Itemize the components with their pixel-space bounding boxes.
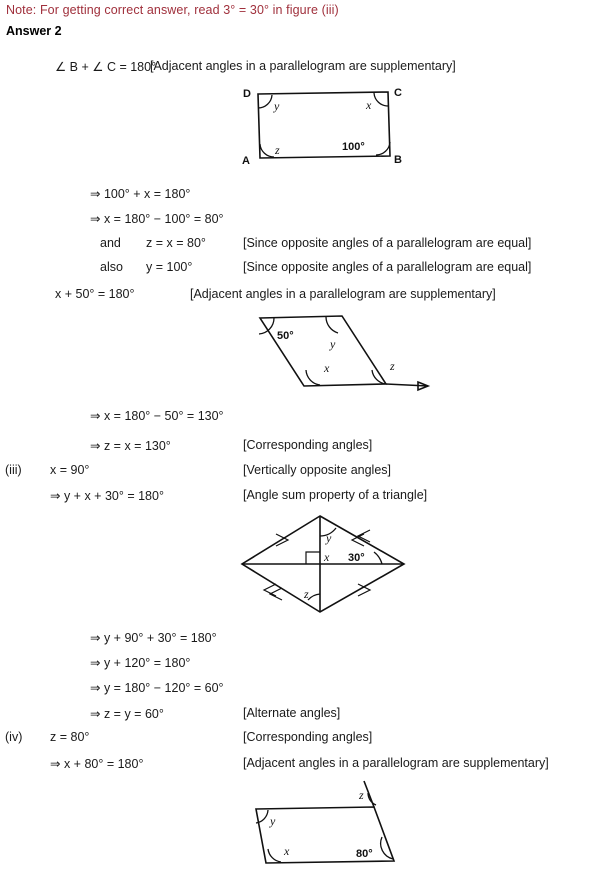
angle-label-x: x	[284, 844, 290, 858]
step-line: y = 100°	[146, 260, 193, 274]
step-line: ⇒ z = x = 130°	[90, 439, 171, 453]
step-bracket: [Corresponding angles]	[243, 438, 373, 452]
vertex-label-b: B	[394, 154, 402, 166]
angle-label-z: z	[304, 587, 309, 601]
step-line: x = 90°	[50, 463, 90, 477]
angle-label-z: z	[275, 143, 280, 157]
step-line: ⇒ 100° + x = 180°	[90, 187, 191, 201]
angle-label-y: y	[274, 99, 280, 113]
step-line: ⇒ x + 80° = 180°	[50, 757, 144, 771]
step-bracket: [Since opposite angles of a parallelogram are equal]	[243, 236, 532, 250]
correction-note: Note: For getting correct answer, read 3° = 30° in figure (iii)	[6, 3, 339, 17]
angle-label-y: y	[270, 814, 276, 828]
angle-label-x: x	[324, 550, 330, 564]
vertex-label-a: A	[242, 155, 250, 167]
step-bracket: [Adjacent angles in a parallelogram are supplementary]	[150, 59, 456, 73]
angle-value-30: 30°	[348, 552, 365, 564]
step-keyword: and	[100, 236, 121, 250]
step-line: x + 50° = 180°	[55, 287, 135, 301]
angle-label-x: x	[324, 361, 330, 375]
figure-parallelogram-abcd	[238, 84, 408, 168]
step-line: ⇒ z = y = 60°	[90, 707, 164, 721]
figure-parallelogram-extended	[246, 775, 416, 870]
angle-value-80: 80°	[356, 848, 373, 860]
step-bracket: [Adjacent angles in a parallelogram are supplementary]	[190, 287, 496, 301]
angle-label-x: x	[366, 98, 372, 112]
step-line: ⇒ y + x + 30° = 180°	[50, 489, 164, 503]
angle-label-y: y	[330, 337, 336, 351]
step-bracket: [Vertically opposite angles]	[243, 463, 392, 477]
step-line: ⇒ y + 120° = 180°	[90, 656, 191, 670]
step-line: ⇒ y = 180° − 120° = 60°	[90, 681, 224, 695]
step-bracket: [Alternate angles]	[243, 706, 341, 720]
figure-rhombus-diagonals	[232, 508, 422, 620]
answer-heading: Answer 2	[6, 24, 62, 38]
angle-label-z: z	[359, 788, 364, 802]
step-line: ⇒ x = 180° − 50° = 130°	[90, 409, 224, 423]
step-line: ⇒ y + 90° + 30° = 180°	[90, 631, 217, 645]
angle-label-y: y	[326, 531, 332, 545]
angle-label-z: z	[390, 359, 395, 373]
step-line: ⇒ x = 180° − 100° = 80°	[90, 212, 224, 226]
vertex-label-c: C	[394, 87, 402, 99]
figure-slanted-parallelogram	[246, 310, 441, 398]
vertex-label-d: D	[243, 88, 251, 100]
angle-value-100: 100°	[342, 141, 365, 153]
step-line: z = 80°	[50, 730, 90, 744]
step-bracket: [Angle sum property of a triangle]	[243, 488, 428, 502]
step-marker: (iv)	[5, 730, 23, 744]
angle-value-50: 50°	[277, 330, 294, 342]
step-bracket: [Corresponding angles]	[243, 730, 373, 744]
step-marker: (iii)	[5, 463, 22, 477]
step-line: z = x = 80°	[146, 236, 206, 250]
step-bracket: [Since opposite angles of a parallelogram are equal]	[243, 260, 532, 274]
step-keyword: also	[100, 260, 123, 274]
step-line: ∠ B + ∠ C = 180°	[55, 60, 157, 74]
step-bracket: [Adjacent angles in a parallelogram are supplementary]	[243, 756, 549, 770]
